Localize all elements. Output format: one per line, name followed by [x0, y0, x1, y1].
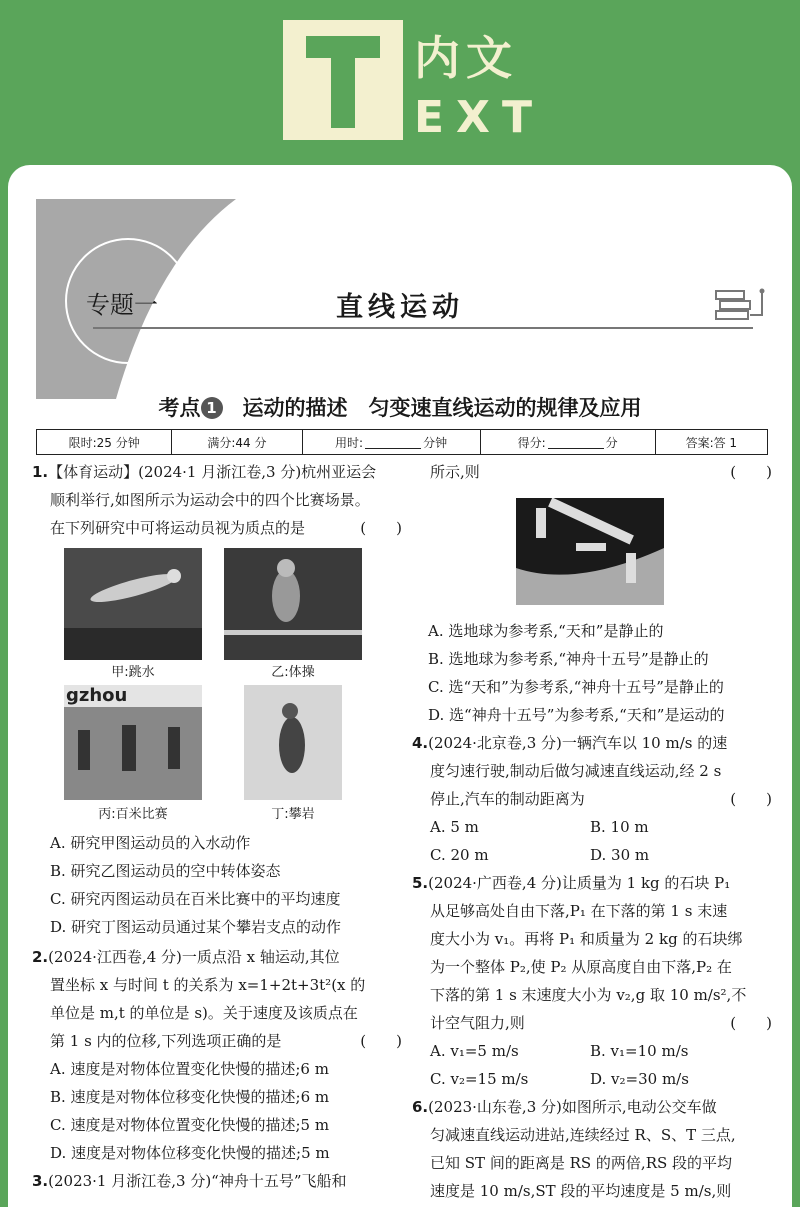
q5-option-d[interactable]: D. v₂=30 m/s: [590, 1070, 689, 1088]
q5-text-3: 度大小为 v₁。再将 P₁ 和质量为 2 kg 的石块绑: [430, 930, 743, 948]
q5-stem-end: 计空气阻力,则: [430, 1014, 525, 1032]
q3-cont: [420, 458, 772, 486]
q5-options-row1: [412, 1037, 772, 1065]
q4-options-row1: [412, 813, 772, 841]
photo-space-station: [516, 498, 664, 605]
q2-text-4: [32, 1027, 402, 1055]
time-used-unit: 分钟: [423, 435, 448, 450]
caption-gymnastics: 乙:体操: [271, 665, 315, 680]
kaodian-title: 运动的描述 匀变速直线运动的规律及应用: [242, 395, 642, 420]
q1-stem: 在下列研究中可将运动员视为质点的是: [50, 519, 306, 537]
q5-options-row2: [412, 1065, 772, 1093]
score-label: 得分:: [517, 435, 546, 450]
q2-text-2: 置坐标 x 与时间 t 的关系为 x=1+2t+3t²(x 的: [50, 976, 366, 994]
header-en: EXT: [414, 92, 544, 143]
q4-text-3: [412, 785, 772, 813]
q4-number: 4.: [412, 734, 429, 752]
photo-sprint: [64, 685, 202, 800]
kaodian-number: 1: [201, 397, 223, 419]
q4-text-2: 度匀速行驶,制动后做匀减速直线运动,经 2 s: [430, 762, 722, 780]
header-cn: 内文: [414, 31, 518, 85]
q6-text-2: 匀减速直线运动进站,连续经过 R、S、T 三点,: [430, 1126, 736, 1144]
q2-stem-end: 第 1 s 内的位移,下列选项正确的是: [50, 1032, 282, 1050]
q2-option-d[interactable]: D. 速度是对物体位移变化快慢的描述;5 m: [50, 1144, 330, 1162]
q6-line1: [412, 1093, 772, 1121]
q5-text-6: [412, 1009, 772, 1037]
q6-text-3: 已知 ST 间的距离是 RS 的两倍,RS 段的平均: [430, 1154, 733, 1172]
q1-option-a[interactable]: A. 研究甲图运动员的入水动作: [50, 834, 251, 852]
q3-option-b[interactable]: B. 选地球为参考系,“神舟十五号”是静止的: [428, 650, 709, 668]
left-column: [32, 458, 402, 542]
q2-text-3: 单位是 m,t 的单位是 s)。关于速度及该质点在: [50, 1004, 358, 1022]
q4-line1: [412, 729, 772, 757]
q5-number: 5.: [412, 874, 429, 892]
q5-text-1: (2024·广西卷,4 分)让质量为 1 kg 的石块 P₁: [428, 874, 731, 892]
q4-stem-end: 停止,汽车的制动距离为: [430, 790, 585, 808]
q2-text-1: (2024·江西卷,4 分)一质点沿 x 轴运动,其位: [48, 948, 340, 966]
q3-number: 3.: [32, 1172, 49, 1190]
time-limit: 限时:25 分钟: [37, 430, 172, 454]
answer-ref: 答案:答 1: [685, 435, 738, 450]
q2-line1: [32, 943, 402, 971]
q1-answer-bracket: ( ): [360, 519, 402, 537]
q3-line1: [32, 1167, 402, 1195]
q4-option-d[interactable]: D. 30 m: [590, 846, 650, 864]
q2-number: 2.: [32, 948, 49, 966]
q6-text-4: 速度是 10 m/s,ST 段的平均速度是 5 m/s,则: [430, 1182, 732, 1200]
q5-text-5: 下落的第 1 s 末速度大小为 v₂,g 取 10 m/s²,不: [430, 986, 747, 1004]
q5-text-4: 为一个整体 P₂,使 P₂ 从原高度自由下落,P₂ 在: [430, 958, 732, 976]
kaodian-prefix: 考点: [158, 395, 201, 420]
time-used-cell: [303, 430, 481, 454]
q3-option-a[interactable]: A. 选地球为参考系,“天和”是静止的: [428, 622, 664, 640]
q1-line3: [32, 514, 402, 542]
kaodian-heading: [8, 392, 792, 422]
q1-option-d[interactable]: D. 研究丁图运动员通过某个攀岩支点的动作: [50, 918, 342, 936]
caption-climbing: 丁:攀岩: [271, 807, 315, 822]
time-used-field[interactable]: [365, 436, 421, 449]
q1-options: [50, 829, 400, 941]
q5-text-2: 从足够高处自由下落,P₁ 在下落的第 1 s 末速: [430, 902, 728, 920]
q4-block: [412, 729, 772, 1205]
photo-diving: [64, 548, 202, 660]
caption-sprint: 丙:百米比赛: [98, 807, 168, 822]
q6-number: 6.: [412, 1098, 429, 1116]
document-page: [8, 165, 792, 1207]
q5-line1: [412, 869, 772, 897]
q1-line1: [32, 458, 402, 486]
q1-text: 【体育运动】(2024·1 月浙江卷,3 分)杭州亚运会: [48, 463, 377, 481]
q6-text-1: (2023·山东卷,3 分)如图所示,电动公交车做: [428, 1098, 717, 1116]
q2-answer-bracket: ( ): [360, 1032, 402, 1050]
q5-option-b[interactable]: B. v₁=10 m/s: [590, 1042, 689, 1060]
q3-option-d[interactable]: D. 选“神舟十五号”为参考系,“天和”是运动的: [428, 706, 725, 724]
q3-stem-end: 所示,则: [430, 463, 480, 481]
photo-gymnastics: [224, 548, 362, 660]
q1-number: 1.: [32, 463, 49, 481]
q2-option-b[interactable]: B. 速度是对物体位移变化快慢的描述;6 m: [50, 1088, 330, 1106]
q5-option-c[interactable]: C. v₂=15 m/s: [430, 1070, 529, 1088]
info-table: [36, 429, 768, 455]
topic-label: 专题一: [86, 291, 158, 319]
topic-underline: [93, 327, 753, 329]
q1-option-c[interactable]: C. 研究丙图运动员在百米比赛中的平均速度: [50, 890, 341, 908]
books-icon: [714, 287, 766, 327]
right-column-top: [420, 458, 772, 486]
time-used-label: 用时:: [335, 435, 364, 450]
q1-line2: 顺利举行,如图所示为运动会中的四个比赛场景。: [50, 491, 370, 509]
score-cell: [481, 430, 656, 454]
score-unit: 分: [605, 435, 618, 450]
full-score: 满分:44 分: [172, 430, 302, 454]
q1-option-b[interactable]: B. 研究乙图运动员的空中转体姿态: [50, 862, 281, 880]
q4-option-a[interactable]: A. 5 m: [430, 818, 479, 836]
q5-option-a[interactable]: A. v₁=5 m/s: [430, 1042, 519, 1060]
caption-diving: 甲:跳水: [111, 665, 155, 680]
header-banner: [0, 0, 800, 170]
q4-answer-bracket: ( ): [730, 790, 772, 808]
q4-text-1: (2024·北京卷,3 分)一辆汽车以 10 m/s 的速: [428, 734, 728, 752]
q4-option-b[interactable]: B. 10 m: [590, 818, 649, 836]
q3-options: [428, 617, 772, 729]
sprint-banner-text: gzhou: [66, 685, 128, 706]
q4-options-row2: [412, 841, 772, 869]
q2-option-a[interactable]: A. 速度是对物体位置变化快慢的描述;6 m: [50, 1060, 329, 1078]
photo-climbing: [244, 685, 342, 800]
q5-answer-bracket: ( ): [730, 1014, 772, 1032]
score-field[interactable]: [548, 436, 604, 449]
q3-text-1: (2023·1 月浙江卷,3 分)“神舟十五号”飞船和: [48, 1172, 347, 1190]
t-logo-stem: [331, 36, 355, 128]
q3-answer-bracket: ( ): [730, 463, 772, 481]
q2-option-c[interactable]: C. 速度是对物体位置变化快慢的描述;5 m: [50, 1116, 330, 1134]
topic-title: 直线运动: [336, 292, 464, 323]
q2-block: [32, 943, 402, 1195]
q4-option-c[interactable]: C. 20 m: [430, 846, 489, 864]
q3-option-c[interactable]: C. 选“天和”为参考系,“神舟十五号”是静止的: [428, 678, 724, 696]
